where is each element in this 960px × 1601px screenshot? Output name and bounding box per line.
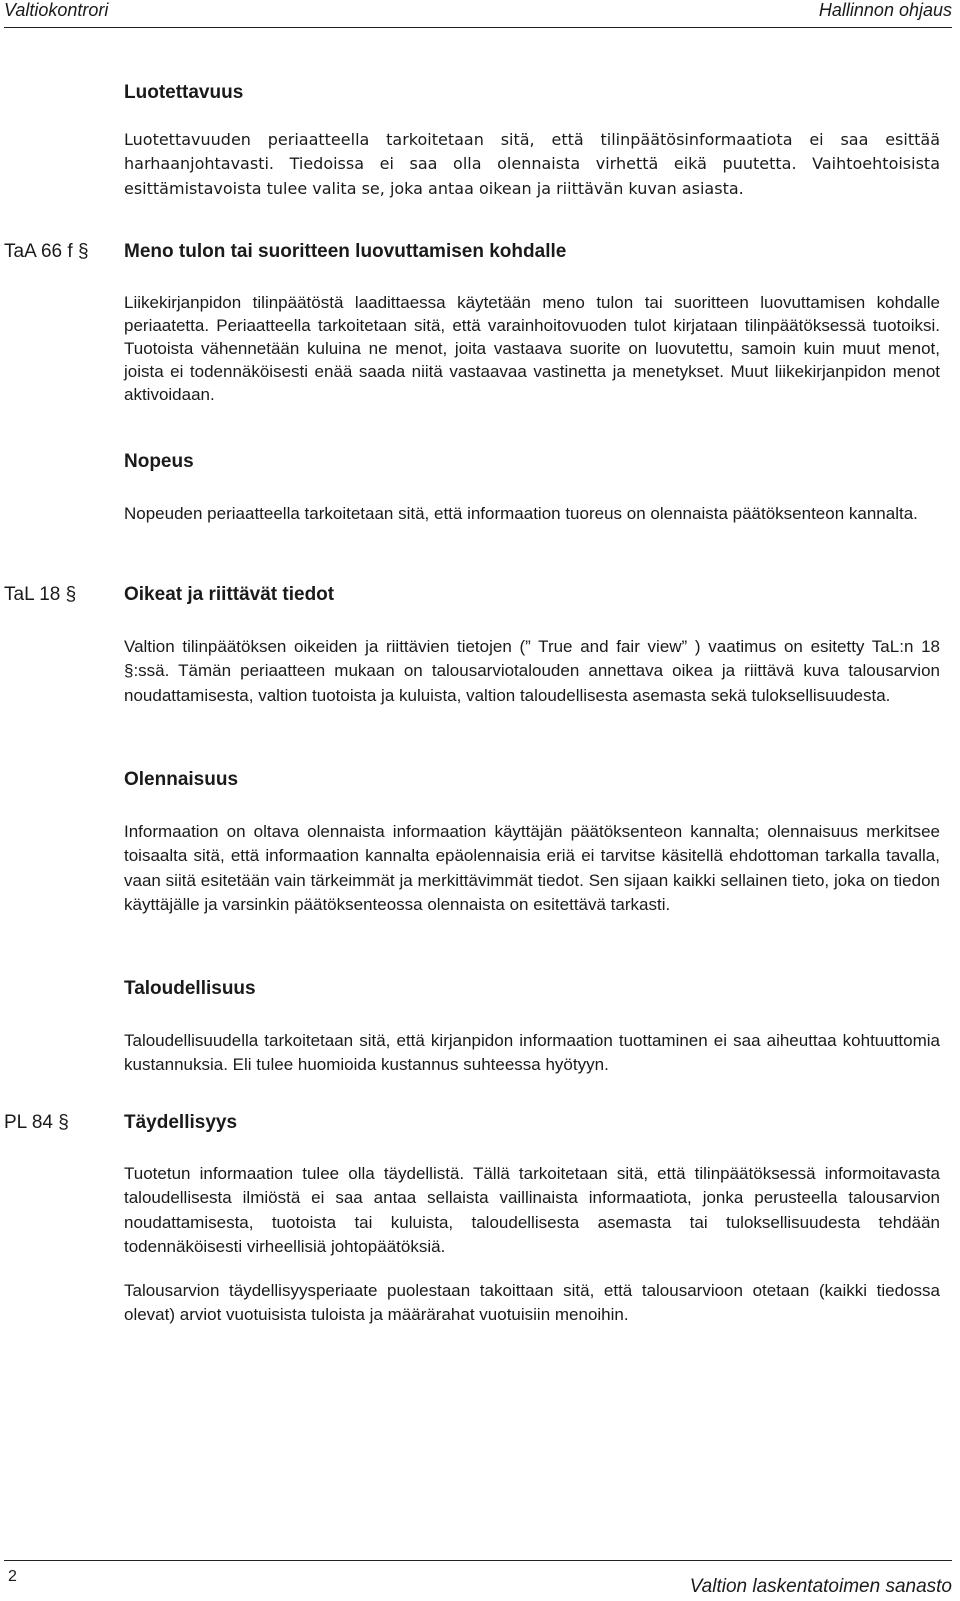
margin-reference-taa66f: TaA 66 f §: [4, 241, 89, 262]
margin-reference-pl84: PL 84 §: [4, 1112, 69, 1133]
section-paragraph-taydellisyys-2: Talousarvion täydellisyysperiaate puolestaan takoittaan sitä, että talousarvioon otetaan (kaikki tiedossa olevat) arviot vuotuisista tuloista ja määrärahat vuotuisiin menoihin.: [124, 1281, 940, 1325]
section-heading-nopeus: Nopeus: [124, 451, 194, 472]
section-paragraph-luotettavuus: Luotettavuuden periaatteella tarkoitetaan sitä, että tilinpäätösinformaatiota ei saa esittää harhaanjohtavasti. Tiedoissa ei saa olla olennaista virhettä eikä puutetta. Vaihtoehtoisista esittämistavoista tulee valita se, joka antaa oikean ja riittävän kuvan asiasta.: [124, 130, 940, 198]
header-left: Valtiokontrori: [4, 0, 109, 20]
page-header: [0, 0, 960, 30]
header-right: Hallinnon ohjaus: [818, 0, 952, 20]
page-footer: [0, 1560, 960, 1601]
section-heading-olennaisuus: Olennaisuus: [124, 769, 239, 790]
section-heading-oikeat-tiedot: Oikeat ja riittävät tiedot: [124, 584, 335, 605]
section-heading-meno-tulon: Meno tulon tai suoritteen luovuttamisen kohdalle: [124, 241, 567, 262]
page-number: 2: [8, 1568, 17, 1585]
section-heading-taydellisyys: Täydellisyys: [124, 1112, 238, 1133]
section-paragraph-oikeat-tiedot: Valtion tilinpäätöksen oikeiden ja riittävien tietojen (” True and fair view” ) vaatimus on esitetty TaL:n 18 §:ssä. Tämän periaatteen mukaan on talousarviotalouden annettava oikea ja riittävä kuva talousarvion noudattamisesta, valtion tuotoista ja kuluista, valtion taloudellisesta asemasta sekä tuloksellisuudesta.: [124, 637, 940, 705]
section-paragraph-nopeus: Nopeuden periaatteella tarkoitetaan sitä, että informaation tuoreus on olennaista päätöksenteon kannalta.: [124, 504, 918, 523]
footer-rule: [4, 1560, 952, 1561]
section-paragraph-taydellisyys-1: Tuotetun informaation tulee olla täydellistä. Tällä tarkoitetaan sitä, että tilinpäätöksessä informoitavasta taloudellisesta ilmiöstä ei saa antaa sellaista vaillinaista informaatiota, jonka perusteella talousarvion noudattamisesta, tuotoista tai kuluista, taloudellisesta asemasta tai tuloksellisuudesta tehdään todennäköisesti virheellisiä johtopäätöksiä.: [124, 1164, 940, 1256]
margin-reference-tal18: TaL 18 §: [4, 584, 77, 605]
section-heading-luotettavuus: Luotettavuus: [124, 82, 244, 103]
section-paragraph-taloudellisuus: Taloudellisuudella tarkoitetaan sitä, että kirjanpidon informaation tuottaminen ei saa aiheuttaa kohtuuttomia kustannuksia. Eli tulee huomioida kustannus suhteessa hyötyyn.: [124, 1031, 940, 1075]
publication-title: Valtion laskentatoimen sanasto: [689, 1576, 952, 1597]
header-rule: [4, 27, 952, 28]
section-heading-taloudellisuus: Taloudellisuus: [124, 978, 256, 999]
section-paragraph-olennaisuus: Informaation on oltava olennaista informaation käyttäjän päätöksenteon kannalta; olennaisuus merkitsee toisaalta sitä, että informaation kannalta epäolennaisia eriä ei tarvitse käsitellä ehdottoman tarkalla tavalla, vaan siitä esitetään vain tärkeimmät ja merkittävimmät tiedot. Sen sijaan kaikki sellainen tieto, joka on tiedon käyttäjälle ja varsinkin päätöksenteossa olennaista on esitettävä tarkasti.: [124, 822, 940, 914]
section-paragraph-meno-tulon: Liikekirjanpidon tilinpäätöstä laadittaessa käytetään meno tulon tai suoritteen luovuttamisen kohdalle periaatetta. Periaatteella tarkoitetaan sitä, että varainhoitovuoden tulot kirjataan tilinpäätöksessä tuotoiksi. Tuotoista vähennetään kuluina ne menot, joita vastaava suorite on luovutettu, samoin kuin muut menot, joista ei todennäköisesti enää saada niitä vastaavaa vastinetta ja menetykset. Muut liikekirjanpidon menot aktivoidaan.: [124, 293, 940, 404]
